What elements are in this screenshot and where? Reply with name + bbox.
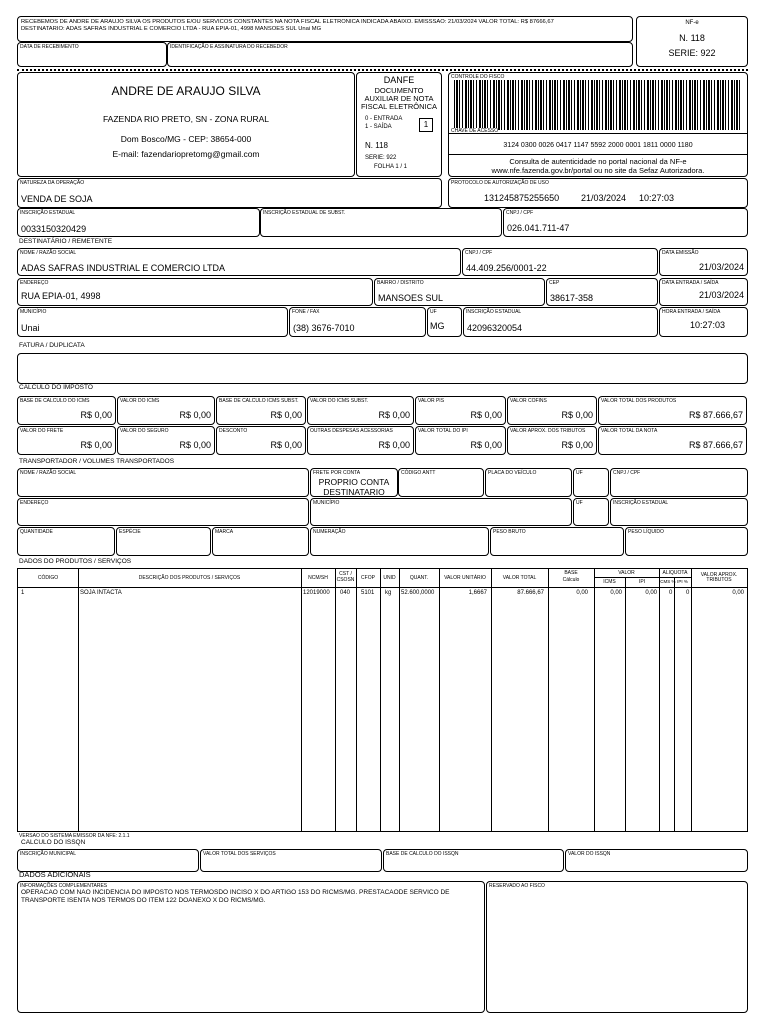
th-descricao: DESCRIÇÃO DOS PRODUTOS / SERVIÇOS <box>138 575 241 581</box>
item-ipi: 0,00 <box>645 590 657 596</box>
reservado-fisco-label: RESERVADO AO FISCO <box>489 883 545 889</box>
transp-placa-field <box>485 468 572 497</box>
issqn-valor-field <box>565 849 748 872</box>
transp-ie-label: INSCRIÇÃO ESTADUAL <box>613 500 669 506</box>
dest-cnpj-value: 44.409.256/0001-22 <box>466 263 547 273</box>
col-sep <box>399 569 400 831</box>
dest-endereco-label: ENDEREÇO <box>20 280 49 286</box>
canhoto-header <box>17 16 633 42</box>
col-sep <box>301 569 302 831</box>
imposto-field <box>598 396 747 425</box>
th-total: VALOR TOTAL <box>502 575 537 581</box>
th-cfop: CFOP <box>361 575 375 581</box>
imposto-field-label: VALOR TOTAL DA NOTA <box>601 428 658 434</box>
dest-municipio-field <box>17 307 288 337</box>
item-unitario: 1,6667 <box>468 590 487 596</box>
transp-liquido-label: PESO LÍQUIDO <box>628 529 664 535</box>
imposto-field-value: R$ 0,00 <box>80 410 112 420</box>
danfe-folha: FOLHA 1 / 1 <box>374 164 408 170</box>
dest-fone-label: FONE / FAX <box>292 309 320 315</box>
imposto-section: CALCULO DO IMPOSTO <box>19 384 93 391</box>
imposto-field-label: VALOR DO ICMS SUBST. <box>310 398 369 404</box>
imposto-field <box>307 396 414 425</box>
col-sep <box>335 569 336 831</box>
transp-antt-label: CÓDIGO ANTT <box>401 470 436 476</box>
th-aprox2: TRIBUTOS <box>706 577 732 583</box>
transp-municipio-field <box>310 498 572 526</box>
issqn-im-label: INSCRIÇÃO MUNICIPAL <box>20 851 77 857</box>
imposto-field-value: R$ 0,00 <box>470 440 502 450</box>
item-icms: 0,00 <box>610 590 622 596</box>
canhoto-serie: SERIE: 922 <box>668 48 716 58</box>
transp-uf-label: UF <box>576 470 583 476</box>
th-cst2: CSOSN <box>336 577 355 583</box>
imposto-field-label: BASE DE CALCULO ICMS SUBST. <box>219 398 299 404</box>
danfe-saida: 1 - SAÍDA <box>365 124 392 130</box>
info-complementares-box <box>17 881 485 1013</box>
protocolo-label: PROTOCOLO DE AUTORIZAÇÃO DE USO <box>451 180 549 186</box>
col-sep <box>691 569 692 831</box>
issqn-im-field <box>17 849 199 872</box>
dest-fone-field <box>289 307 426 337</box>
ie-st-field <box>260 208 502 237</box>
item-ncm: 12019000 <box>303 590 330 596</box>
dest-cnpj-label: CNPJ / CPF <box>465 250 493 256</box>
imposto-field <box>507 396 597 425</box>
th-unitario: VALOR UNITÁRIO <box>444 575 486 581</box>
imposto-field-value: R$ 0,00 <box>270 440 302 450</box>
imposto-field-value: R$ 0,00 <box>179 410 211 420</box>
dest-hora-value: 10:27:03 <box>689 320 725 330</box>
transp-uf2-field <box>573 498 609 526</box>
transp-bruto-label: PESO BRUTO <box>493 529 526 535</box>
danfe-numero: N. 118 <box>365 141 388 150</box>
th-aprox1: VALOR APROX. <box>700 572 738 578</box>
dest-bairro-label: BAIRRO / DISTRITO <box>377 280 424 286</box>
imposto-field-label: VALOR DO ICMS <box>120 398 160 404</box>
fatura-section: FATURA / DUPLICATA <box>19 342 85 349</box>
versao-sistema: VERSAO DO SISTEMA EMISSOR DA NFE: 2.1.1 <box>19 833 130 839</box>
imposto-field-label: VALOR APROX. DOS TRIBUTOS <box>510 428 586 434</box>
emitente-cnpj-label: CNPJ / CPF <box>506 210 534 216</box>
th-codigo: CÓDIGO <box>37 575 59 581</box>
ie-value: 0033150320429 <box>21 224 87 234</box>
item-aprox: 0,00 <box>732 590 744 596</box>
dest-emissao-label: DATA EMISSÃO <box>662 250 699 256</box>
col-sep <box>439 569 440 831</box>
item-base: 0,00 <box>576 590 588 596</box>
imposto-field-value: R$ 0,00 <box>470 410 502 420</box>
controle-fisco-box <box>448 72 748 177</box>
dest-nome-value: ADAS SAFRAS INDUSTRIAL E COMERCIO LTDA <box>21 263 226 273</box>
natureza-label: NATUREZA DA OPERAÇÃO <box>20 180 85 186</box>
th-aipi: IPI % <box>677 579 688 584</box>
transp-uf-field <box>573 468 609 497</box>
imposto-field-value: R$ 0,00 <box>179 440 211 450</box>
info-complementares-label: INFORMAÇÕES COMPLEMENTARES <box>20 883 108 889</box>
dest-municipio-value: Unai <box>21 323 40 333</box>
imposto-field <box>415 396 506 425</box>
danfe-desc1: DOCUMENTO <box>374 86 424 95</box>
item-descricao: SOJA INTACTA <box>80 590 122 596</box>
canhoto-text-line2: DESTINATARIO: ADAS SAFRAS INDUSTRIAL E COMERCIO LTDA - RUA EPIA-01, 4998 MANSOES SUL Unai MG <box>21 26 322 32</box>
dest-cnpj-field <box>462 248 658 276</box>
imposto-field-label: VALOR DO SEGURO <box>120 428 169 434</box>
aliquota-sub-line <box>659 577 691 578</box>
imposto-field-label: BASE DE CALCULO DO ICMS <box>20 398 90 404</box>
th-aliquota: ALIQUOTA <box>662 570 688 576</box>
valor-sub-line <box>594 577 659 578</box>
dest-uf-value: MG <box>430 321 445 331</box>
data-recebimento-label: DATA DE RECEBIMENTO <box>20 44 79 50</box>
issqn-valor-label: VALOR DO ISSQN <box>568 851 611 857</box>
th-quant: QUANT. <box>409 575 429 581</box>
emitente-cnpj-field <box>503 208 748 237</box>
danfe-entrada: 0 - ENTRADA <box>365 116 403 122</box>
imposto-field-label: VALOR TOTAL DO IPI <box>418 428 468 434</box>
natureza-field <box>17 178 442 208</box>
dest-fone-value: (38) 3676-7010 <box>293 323 355 333</box>
col-sep <box>674 577 675 831</box>
transp-municipio-label: MUNICÍPIO <box>313 500 340 506</box>
transp-uf2-label: UF <box>576 500 583 506</box>
transp-endereco-field <box>17 498 309 526</box>
emitente-endereco: FAZENDA RIO PRETO, SN - ZONA RURAL <box>102 114 270 124</box>
imposto-field <box>307 426 414 455</box>
transp-especie-field <box>116 527 211 556</box>
th-valor: VALOR <box>618 570 635 576</box>
col-sep <box>78 569 79 831</box>
dest-entrada-field <box>659 278 748 306</box>
th-aicms: ICMS % <box>659 579 676 584</box>
dest-ie-label: INSCRIÇÃO ESTADUAL <box>466 309 522 315</box>
transp-marca-label: MARCA <box>215 529 234 535</box>
danfe-title: DANFE <box>383 75 415 85</box>
ie-field <box>17 208 260 237</box>
reservado-fisco-box <box>486 881 748 1013</box>
emitente-cnpj-value: 026.041.711-47 <box>507 223 570 233</box>
issqn-base-field <box>383 849 564 872</box>
transp-especie-label: ESPÉCIE <box>119 529 141 535</box>
dest-cep-label: CEP <box>549 280 560 286</box>
col-sep <box>356 569 357 831</box>
dest-hora-label: HORA ENTRADA / SAÍDA <box>662 309 721 315</box>
transp-ie-field <box>610 498 748 526</box>
transp-nome-field <box>17 468 309 497</box>
transp-numeracao-label: NUMERAÇÃO <box>313 529 346 535</box>
transp-frete-label: FRETE POR CONTA <box>313 470 361 476</box>
imposto-field <box>415 426 506 455</box>
col-sep <box>548 569 549 831</box>
dest-uf-field <box>427 307 462 337</box>
emitente-cidade: Dom Bosco/MG - CEP: 38654-000 <box>120 134 252 144</box>
imposto-field <box>17 396 116 425</box>
transporte-section: TRANSPORTADOR / VOLUMES TRANSPORTADOS <box>19 458 175 465</box>
natureza-value: VENDA DE SOJA <box>21 194 93 204</box>
imposto-field-label: OUTRAS DESPESAS ACESSORIAS <box>310 428 393 434</box>
transp-bruto-field <box>490 527 624 556</box>
produtos-header-line <box>18 587 747 588</box>
assinatura-label: IDENTIFICAÇÃO E ASSINATURA DO RECEBEDOR <box>170 44 288 50</box>
cut-line <box>17 69 748 71</box>
imposto-field-value: R$ 0,00 <box>378 440 410 450</box>
imposto-field <box>216 396 306 425</box>
imposto-field-value: R$ 0,00 <box>80 440 112 450</box>
th-icms: ICMS <box>603 579 616 585</box>
danfe-box <box>356 72 442 177</box>
protocolo-value: 131245875255650 <box>484 193 560 203</box>
canhoto-numero: N. 118 <box>679 33 705 43</box>
dest-cep-value: 38617-358 <box>550 293 594 303</box>
dest-endereco-value: RUA EPIA-01, 4998 <box>21 291 101 301</box>
canhoto-nfe-box <box>636 16 748 67</box>
col-sep <box>594 569 595 831</box>
transp-antt-field <box>398 468 484 497</box>
th-ipi: IPI <box>638 579 646 585</box>
dest-uf-label: UF <box>430 309 437 315</box>
protocolo-hora: 10:27:03 <box>639 193 675 203</box>
transp-cnpj-field <box>610 468 748 497</box>
th-ncm: NCM/SH <box>308 575 328 581</box>
dest-ie-field <box>463 307 658 337</box>
emitente-email: E-mail: fazendariopretomg@gmail.com <box>112 149 260 159</box>
col-sep <box>491 569 492 831</box>
transp-liquido-field <box>625 527 748 556</box>
imposto-field-value: R$ 0,00 <box>378 410 410 420</box>
item-unid: kg <box>385 590 392 596</box>
transp-marca-field <box>212 527 309 556</box>
dest-hora-field <box>659 307 748 337</box>
dest-emissao-field <box>659 248 748 276</box>
imposto-field <box>216 426 306 455</box>
consulta-line2: www.nfe.fazenda.gov.br/portal ou no site da Sefaz Autorizadora. <box>491 166 705 175</box>
col-sep <box>659 569 660 831</box>
info-line2: TRANSPORTE ISENTA NOS TERMOS DO ITEM 122 DOANEXO X DO RICMS/MG. <box>21 897 266 904</box>
dest-emissao-value: 21/03/2024 <box>698 262 744 272</box>
adicionais-section: DADOS ADICIONAIS <box>19 870 91 879</box>
item-codigo: 1 <box>21 590 25 596</box>
consulta-line1: Consulta de autenticidade no portal nacional da NF-e <box>509 157 687 166</box>
dest-ie-value: 42096320054 <box>467 323 523 333</box>
th-base2: Cálculo <box>562 577 580 583</box>
imposto-field <box>17 426 116 455</box>
dest-municipio-label: MUNICÍPIO <box>20 309 47 315</box>
item-total: 87.666,67 <box>517 590 544 596</box>
danfe-desc2: AUXILIAR DE NOTA <box>364 94 434 103</box>
transp-nome-label: NOME / RAZÃO SOCIAL <box>20 470 77 476</box>
item-cst: 040 <box>340 590 351 596</box>
dest-entrada-value: 21/03/2024 <box>698 290 744 300</box>
protocolo-field <box>448 178 748 208</box>
imposto-field-value: R$ 87.666,67 <box>688 410 743 420</box>
danfe-tipo-box: 1 <box>419 118 433 132</box>
transp-cnpj-label: CNPJ / CPF <box>613 470 641 476</box>
th-cst1: CST / <box>339 571 352 577</box>
item-quant: 52.600,0000 <box>401 590 435 596</box>
dest-bairro-value: MANSOES SUL <box>378 293 444 303</box>
barcode <box>454 80 740 130</box>
controle-fisco-label: CONTROLE DO FISCO <box>451 74 505 80</box>
imposto-field <box>117 396 215 425</box>
imposto-field-value: R$ 87.666,67 <box>688 440 743 450</box>
transp-frete-line1: PROPRIO CONTA <box>318 477 390 487</box>
th-unid: UNID <box>383 575 396 581</box>
transp-placa-label: PLACA DO VEÍCULO <box>488 470 537 476</box>
issqn-section: CALCULO DO ISSQN <box>21 839 86 846</box>
ie-st-label: INSCRIÇÃO ESTADUAL DE SUBST. <box>263 210 346 216</box>
danfe-desc3: FISCAL ELETRÔNICA <box>361 102 437 111</box>
canhoto-nfe-label: NF-e <box>685 20 699 26</box>
col-sep <box>380 569 381 831</box>
imposto-field-label: VALOR PIS <box>418 398 445 404</box>
imposto-field <box>598 426 747 455</box>
issqn-servicos-label: VALOR TOTAL DOS SERVIÇOS <box>203 851 276 857</box>
chave-label: CHAVE DE ACESSO <box>451 128 499 134</box>
dest-endereco-field <box>17 278 373 306</box>
protocolo-data: 21/03/2024 <box>581 193 627 203</box>
transp-numeracao-field <box>310 527 489 556</box>
dest-nome-field <box>17 248 461 276</box>
fatura-box <box>17 353 748 384</box>
canhoto-text-line1: RECEBEMOS DE ANDRE DE ARAUJO SILVA OS PRODUTOS E/OU SERVICOS CONSTANTES NA NOTA FISCAL ELETRONICA INDICADA ABAIXO. EMISSSAO: 21/03/2024 VALOR TOTAL: R$ 87666,67 <box>21 19 554 25</box>
transp-quantidade-field <box>17 527 115 556</box>
produtos-section: DADOS DO PRODUTOS / SERVIÇOS <box>19 558 132 565</box>
item-cfop: 5101 <box>361 590 375 596</box>
imposto-field-value: R$ 0,00 <box>270 410 302 420</box>
ie-label: INSCRIÇÃO ESTADUAL <box>20 210 76 216</box>
dest-nome-label: NOME / RAZÃO SOCIAL <box>20 250 77 256</box>
data-recebimento-field[interactable] <box>17 42 167 67</box>
dest-cep-field <box>546 278 658 306</box>
transp-endereco-label: ENDEREÇO <box>20 500 49 506</box>
imposto-field-label: DESCONTO <box>219 428 248 434</box>
imposto-field-label: VALOR DO FRETE <box>20 428 64 434</box>
imposto-field-label: VALOR TOTAL DOS PRODUTOS <box>601 398 677 404</box>
info-line1: OPERACAO COM NAO INCIDENCIA DO IMPOSTO NOS TERMOSDO INCISO X DO ARTIGO 153 DO RICMS/MG. PRESTACAODE SERVICO DE <box>21 889 450 896</box>
issqn-base-label: BASE DE CALCULO DO ISSQN <box>386 851 459 857</box>
item-aicms: 0 <box>669 590 673 596</box>
imposto-field-label: VALOR COFINS <box>510 398 547 404</box>
dest-bairro-field <box>374 278 545 306</box>
transp-quantidade-label: QUANTIDADE <box>20 529 53 535</box>
transp-frete-field <box>310 468 398 497</box>
emitente-box <box>17 72 355 177</box>
item-aipi: 0 <box>686 590 690 596</box>
imposto-field <box>117 426 215 455</box>
chave-acesso: 3124 0300 0026 0417 1147 5592 2000 0001 1811 0000 1180 <box>503 142 693 149</box>
destinatario-section: DESTINATÁRIO / REMETENTE <box>19 238 113 245</box>
chave-box <box>449 133 747 155</box>
danfe-serie: SERIE: 922 <box>365 155 397 161</box>
dest-entrada-label: DATA ENTRADA / SAÍDA <box>662 280 719 286</box>
emitente-nome: ANDRE DE ARAUJO SILVA <box>111 84 261 98</box>
produtos-table <box>17 568 748 832</box>
col-sep <box>625 577 626 831</box>
assinatura-field[interactable] <box>167 42 633 67</box>
imposto-field <box>507 426 597 455</box>
issqn-servicos-field <box>200 849 382 872</box>
imposto-field-value: R$ 0,00 <box>561 440 593 450</box>
th-base1: BASE <box>564 570 578 576</box>
transp-frete-line2: DESTINATARIO <box>323 487 385 497</box>
imposto-field-value: R$ 0,00 <box>561 410 593 420</box>
